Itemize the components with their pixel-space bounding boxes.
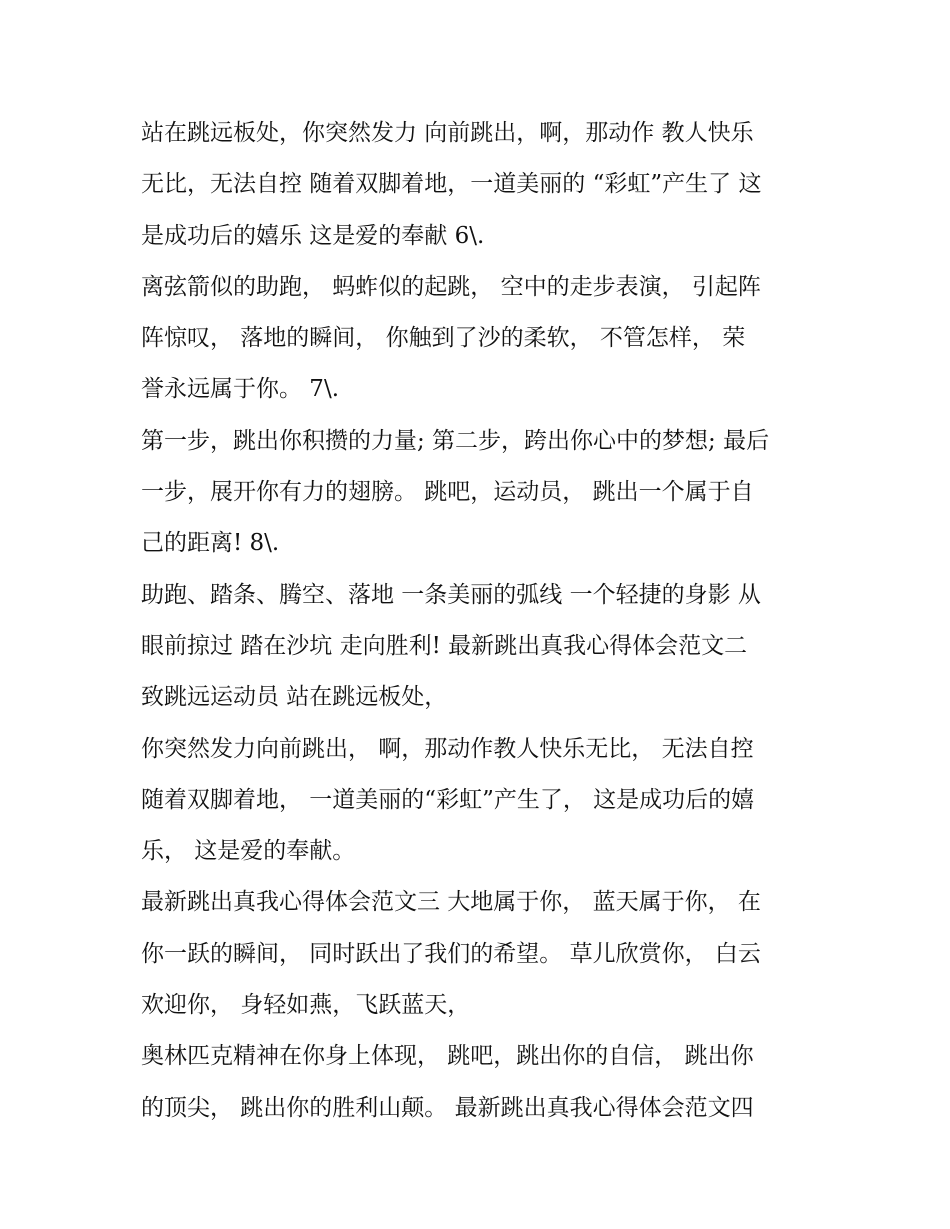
paragraph-4: [141, 570, 821, 724]
text-line: 随着双脚着地， 一道美丽的“彩虹”产生了， 这是成功后的嬉: [141, 786, 755, 813]
paragraph-5: [141, 724, 821, 878]
text-line: 你突然发力向前跳出， 啊，那动作教人快乐无比， 无法自控: [141, 735, 754, 762]
text-line: 眼前掠过 踏在沙坑 走向胜利! 最新跳出真我心得体会范文二: [141, 632, 748, 659]
text-line: 己的距离! 8\.: [141, 530, 280, 557]
text-line: 誉永远属于你。 7\.: [141, 376, 340, 403]
text-line: 你一跃的瞬间， 同时跃出了我们的希望。 草儿欣赏你， 白云: [141, 940, 761, 967]
text-line: 乐， 这是爱的奉献。: [141, 838, 356, 865]
text-line: 助跑、踏条、腾空、落地 一条美丽的弧线 一个轻捷的身影 从: [141, 581, 761, 608]
text-line: 无比，无法自控 随着双脚着地，一道美丽的 “彩虹”产生了 这: [141, 171, 762, 198]
text-line: 奥林匹克精神在你身上体现， 跳吧，跳出你的自信， 跳出你: [141, 1043, 754, 1070]
text-line: 欢迎你， 身轻如燕，飞跃蓝天，: [141, 992, 471, 1019]
paragraph-2: [141, 262, 821, 416]
text-line: 的顶尖， 跳出你的胜利山颠。 最新跳出真我心得体会范文四: [141, 1094, 754, 1121]
document-body: [141, 108, 821, 1134]
text-line: 阵惊叹， 落地的瞬间， 你触到了沙的柔软， 不管怎样， 荣: [141, 325, 746, 352]
paragraph-6: [141, 877, 821, 1031]
paragraph-3: [141, 416, 821, 570]
paragraph-7: [141, 1031, 821, 1134]
text-line: 第一步，跳出你积攒的力量; 第二步，跨出你心中的梦想; 最后: [141, 427, 770, 454]
text-line: 致跳远运动员 站在跳远板处，: [141, 684, 448, 711]
text-line: 最新跳出真我心得体会范文三 大地属于你， 蓝天属于你， 在: [141, 889, 761, 916]
text-line: 一步，展开你有力的翅膀。 跳吧，运动员， 跳出一个属于自: [141, 479, 754, 506]
text-line: 站在跳远板处，你突然发力 向前跳出，啊，那动作 教人快乐: [141, 120, 754, 146]
text-line: 离弦箭似的助跑， 蚂蚱似的起跳， 空中的走步表演， 引起阵: [141, 273, 761, 300]
text-line: 是成功后的嬉乐 这是爱的奉献 6\.: [141, 222, 485, 249]
paragraph-1: [141, 108, 821, 262]
